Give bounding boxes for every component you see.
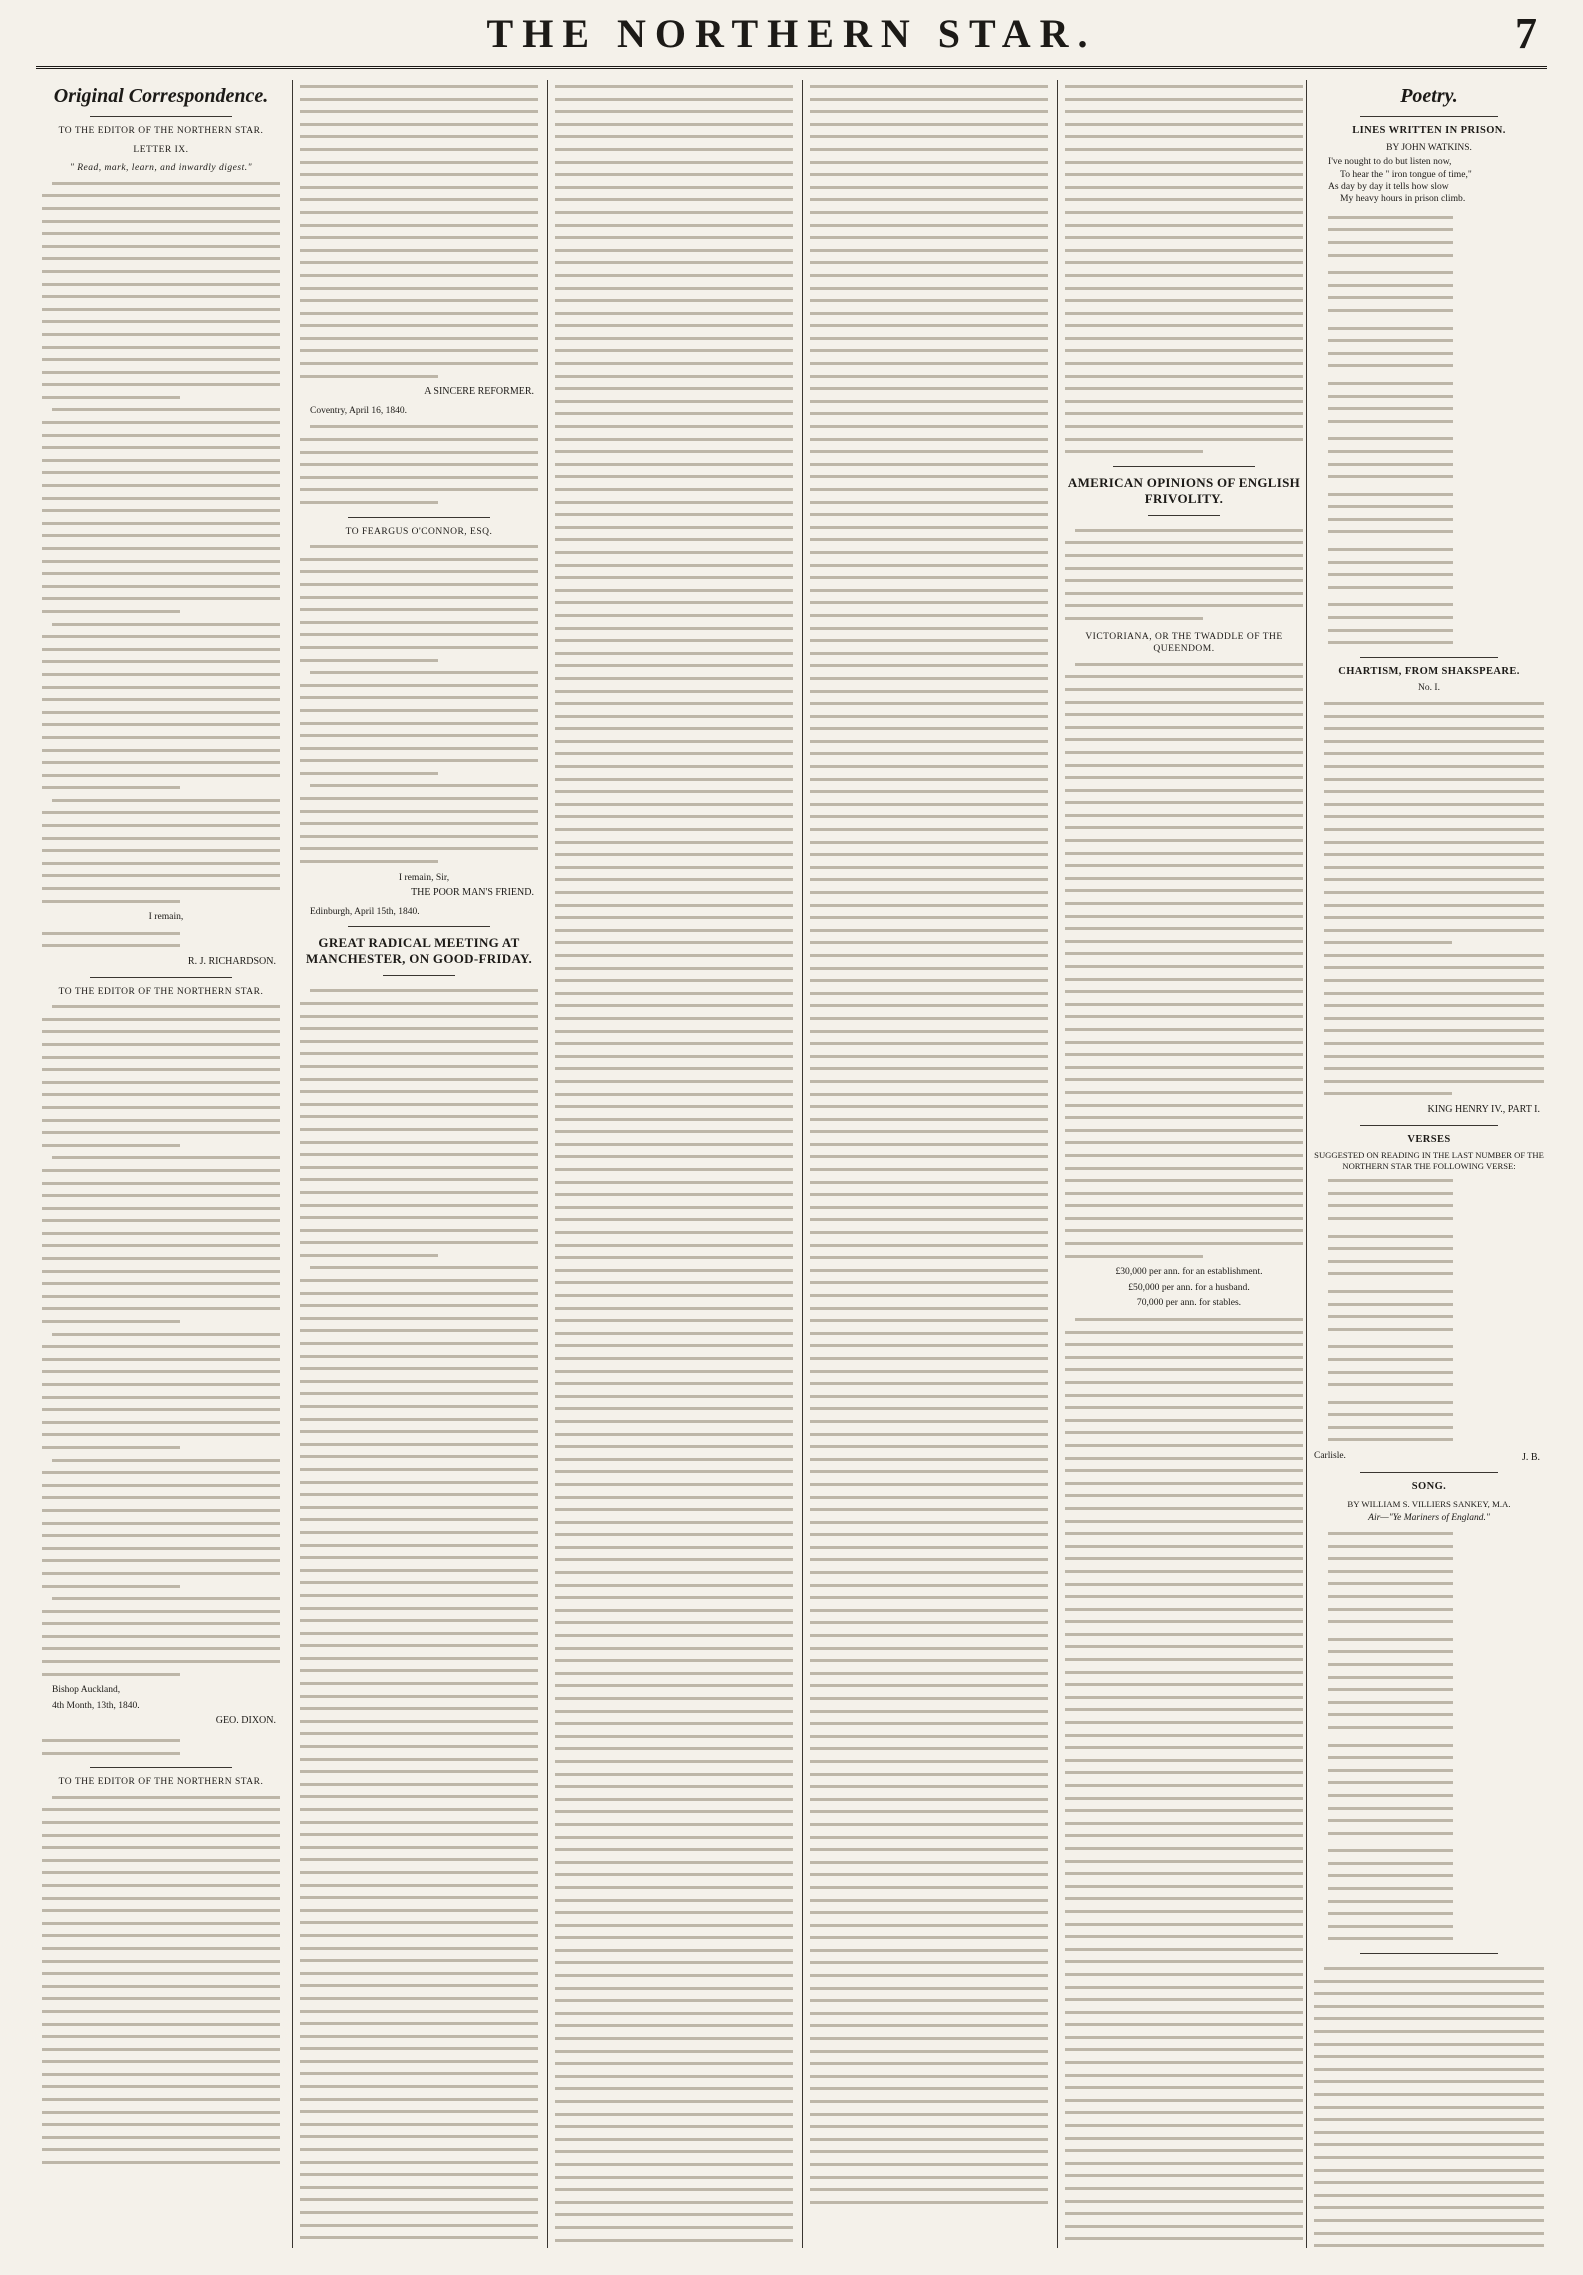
letter-date: Edinburgh, April 15th, 1840. [310, 906, 420, 917]
divider [348, 926, 491, 927]
letter-body [42, 177, 280, 907]
article-body [810, 80, 1048, 2208]
poem-author: BY JOHN WATKINS. [1386, 142, 1472, 153]
article-body [300, 984, 538, 2248]
divider [1113, 466, 1256, 467]
poem-number: No. I. [1418, 683, 1440, 694]
article-body [1065, 80, 1303, 458]
letter-number: LETTER IX. [133, 144, 189, 155]
poem-body [1314, 1174, 1544, 1446]
letter-signoff: I remain, [148, 911, 184, 923]
article-body [1065, 658, 1303, 1263]
poem-title: VERSES [1407, 1133, 1451, 1145]
divider [348, 517, 491, 518]
column-3 [555, 80, 793, 2248]
column-rule [1306, 80, 1307, 2248]
poem-air: Air—"Ye Mariners of England." [1368, 1513, 1490, 1524]
column-6 [1314, 80, 1544, 2248]
divider [1360, 1125, 1498, 1126]
poem-initials: J. B. [1521, 1451, 1540, 1463]
letter-motto: " Read, mark, learn, and inwardly digest." [69, 163, 253, 174]
section-title-correspondence: Original Correspondence. [53, 85, 269, 107]
letter-signature: THE POOR MAN'S FRIEND. [411, 887, 534, 899]
article-body [1065, 524, 1303, 625]
poem-attribution: KING HENRY IV., PART I. [1427, 1104, 1540, 1115]
article-body [1314, 1962, 1544, 2248]
divider [1360, 657, 1498, 658]
letter-addressee: TO THE EDITOR OF THE NORTHERN STAR. [58, 986, 264, 997]
poem-title: CHARTISM, FROM SHAKSPEARE. [1338, 665, 1520, 677]
poem-body [1314, 211, 1544, 649]
figure-line: £30,000 per ann. for an establishment. [1115, 1266, 1263, 1278]
letter-date: Coventry, April 16, 1840. [310, 405, 408, 416]
article-body [555, 80, 793, 2248]
letter-place: Bishop Auckland, [52, 1685, 121, 1696]
section-title-poetry: Poetry. [1400, 85, 1458, 107]
poem-place: Carlisle. [1314, 1451, 1346, 1462]
letter-addressee: TO THE EDITOR OF THE NORTHERN STAR. [58, 1777, 264, 1788]
column-rule [802, 80, 803, 2248]
poem-line: My heavy hours in prison climb. [1340, 193, 1466, 205]
column-rule [1057, 80, 1058, 2248]
divider [383, 975, 454, 976]
letter-signature: A SINCERE REFORMER. [424, 386, 534, 398]
article-subhead: VICTORIANA, OR THE TWADDLE OF THE QUEENDOM. [1085, 631, 1283, 655]
column-rule [292, 80, 293, 2248]
article-body [1065, 1313, 1303, 2248]
masthead [0, 0, 1583, 78]
letter-body [42, 1000, 280, 1680]
poem-line: To hear the " iron tongue of time," [1340, 168, 1472, 180]
divider [90, 977, 233, 978]
column-4 [810, 80, 1048, 2248]
letter-body [42, 1791, 280, 2169]
column-1 [42, 80, 280, 2248]
column-rule [547, 80, 548, 2248]
newspaper-title: THE NORTHERN STAR. [486, 11, 1097, 56]
poem-line: I've nought to do but listen now, [1328, 156, 1452, 168]
column-2 [300, 80, 538, 2248]
letter-addressee: TO THE EDITOR OF THE NORTHERN STAR. [58, 126, 264, 136]
poem-body [1314, 1527, 1544, 1945]
figure-line: 70,000 per ann. for stables. [1136, 1297, 1242, 1309]
divider [90, 1767, 233, 1768]
poem-author: BY WILLIAM S. VILLIERS SANKEY, M.A. [1347, 1498, 1511, 1509]
divider [90, 116, 233, 117]
page-number: 7 [1515, 9, 1537, 58]
poem-line: As day by day it tells how slow [1328, 181, 1449, 192]
letter-body [300, 540, 538, 867]
article-heading-manchester-meeting: GREAT RADICAL MEETING AT MANCHESTER, ON GOOD-FRIDAY. [306, 935, 532, 967]
letter-addressee: TO FEARGUS O'CONNOR, ESQ. [345, 526, 493, 537]
divider [1148, 515, 1219, 516]
article-body [300, 80, 538, 382]
poem-title: LINES WRITTEN IN PRISON. [1352, 125, 1506, 136]
letter-date: 4th Month, 13th, 1840. [52, 1700, 140, 1711]
letter-signature: R. J. RICHARDSON. [187, 956, 276, 967]
poem-title: SONG. [1411, 1481, 1447, 1493]
divider [1360, 116, 1498, 117]
column-5 [1065, 80, 1303, 2248]
letter-signature: GEO. DIXON. [215, 1715, 276, 1727]
poem-body [1314, 697, 1544, 1100]
poem-subtitle: SUGGESTED ON READING IN THE LAST NUMBER OF THE NORTHERN STAR THE FOLLOWING VERSE: [1314, 1150, 1544, 1172]
divider [1360, 1472, 1498, 1473]
divider [1360, 1953, 1498, 1954]
masthead-rule [36, 66, 1547, 69]
letter-signoff: I remain, Sir, [398, 871, 450, 883]
article-heading-american-opinions: AMERICAN OPINIONS OF ENGLISH FRIVOLITY. [1067, 474, 1301, 506]
figure-line: £50,000 per ann. for a husband. [1128, 1281, 1250, 1293]
